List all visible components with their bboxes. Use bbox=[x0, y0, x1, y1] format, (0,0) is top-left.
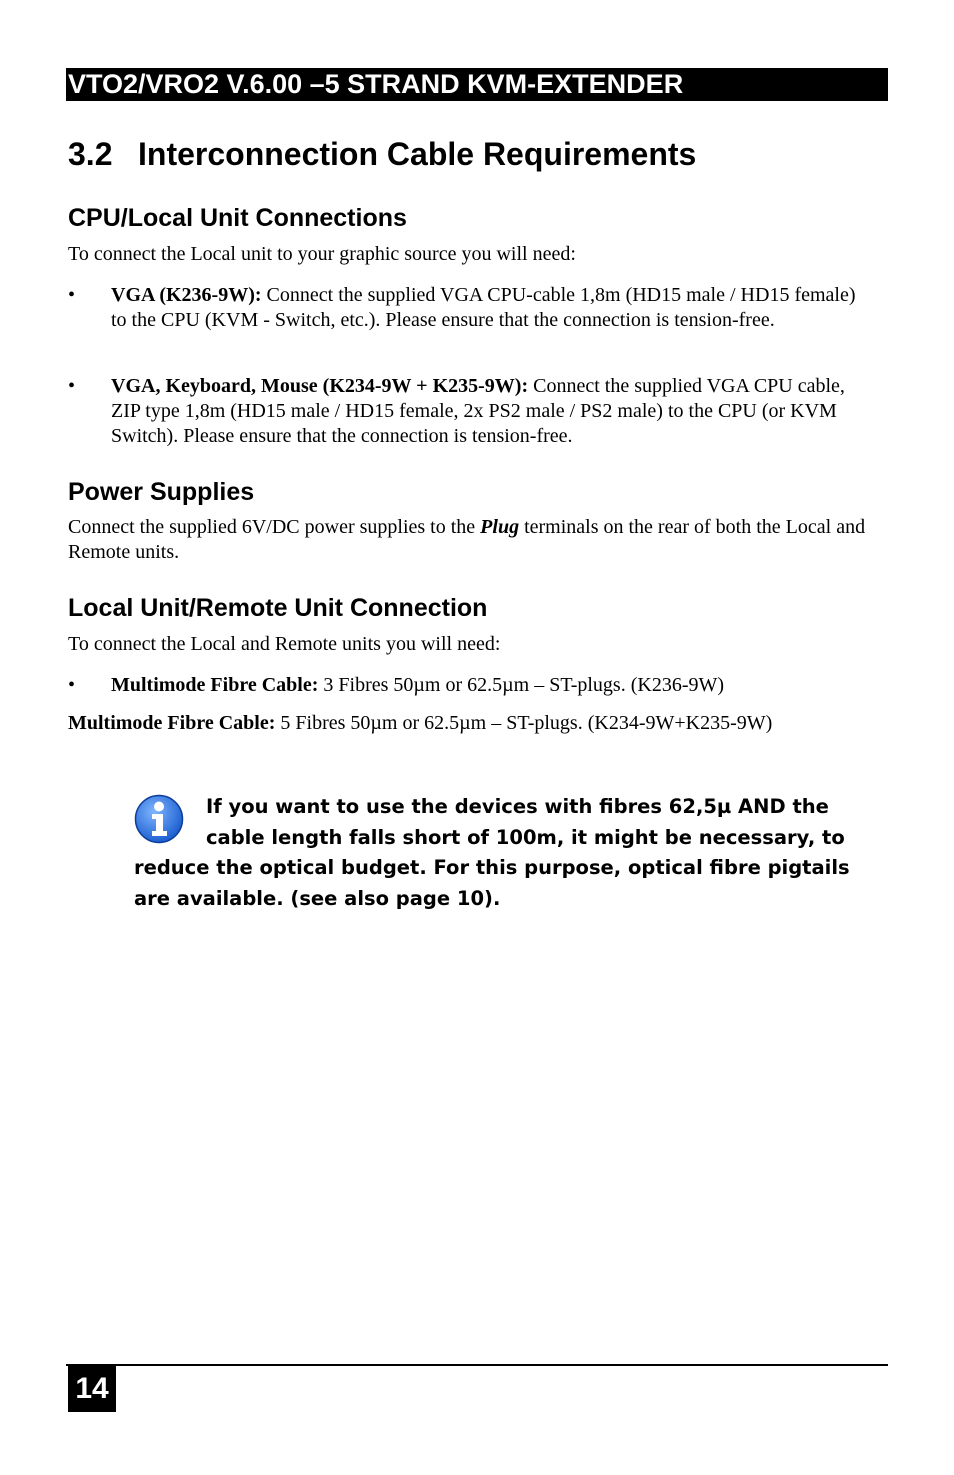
list-item-text bbox=[111, 374, 873, 449]
local-remote-heading: Local Unit/Remote Unit Connection bbox=[68, 594, 488, 622]
running-header: VTO2/VRO2 V.6.00 –5 STRAND KVM-EXTENDER bbox=[66, 68, 888, 101]
list-item-label: VGA (K236-9W): bbox=[111, 284, 262, 306]
section-number: 3.2 bbox=[68, 136, 113, 172]
fibre-cable-text: 5 Fibres 50µm or 62.5µm – ST-plugs. (K234-9W+K235-9W) bbox=[275, 712, 773, 734]
list-item-label: VGA, Keyboard, Mouse (K234-9W + K235-9W): bbox=[111, 375, 529, 397]
list-item bbox=[68, 374, 873, 449]
cpu-local-intro: To connect the Local unit to your graphic source you will need: bbox=[68, 243, 576, 265]
local-remote-intro: To connect the Local and Remote units you will need: bbox=[68, 633, 501, 655]
fibre-cable-label: Multimode Fibre Cable: bbox=[68, 712, 276, 734]
list-item bbox=[68, 673, 873, 698]
section-title bbox=[68, 134, 696, 174]
page-number: 14 bbox=[68, 1366, 116, 1412]
list-item-label: Multimode Fibre Cable: bbox=[111, 674, 319, 696]
list-item-body: 3 Fibres 50µm or 62.5µm – ST-plugs. (K236-9W) bbox=[318, 674, 725, 696]
power-text-before: Connect the supplied 6V/DC power supplies to the bbox=[68, 516, 481, 538]
section-title-text: Interconnection Cable Requirements bbox=[138, 136, 697, 172]
note-text: If you want to use the devices with fibres 62,5µ AND the cable length falls short of 100m, it might be necessary, to reduce the optical budget. For this purpose, optical fibre pigtails are available. (see also page 10). bbox=[134, 795, 850, 910]
power-paragraph bbox=[68, 515, 873, 565]
bullet-marker: • bbox=[68, 674, 76, 696]
fibre-cable-line bbox=[68, 711, 873, 736]
plug-emphasis: Plug bbox=[480, 516, 520, 538]
cpu-local-heading: CPU/Local Unit Connections bbox=[68, 204, 407, 232]
list-item-text bbox=[111, 283, 873, 333]
info-note bbox=[134, 792, 884, 914]
power-heading: Power Supplies bbox=[68, 478, 255, 506]
list-item bbox=[68, 283, 873, 333]
list-item-text bbox=[111, 673, 873, 698]
bullet-marker: • bbox=[68, 284, 76, 306]
list-item-body: Connect the supplied VGA CPU cable, ZIP type 1,8m (HD15 male / HD15 female, 2x PS2 male / PS2 male) to the CPU (or KVM Switch). Please ensure that the connection is tension-free. bbox=[111, 375, 845, 447]
footer-rule bbox=[66, 1364, 888, 1366]
info-icon bbox=[134, 794, 184, 844]
list-item-body: Connect the supplied VGA CPU-cable 1,8m (HD15 male / HD15 female) to the CPU (KVM - Switch, etc.). Please ensure that the connection is tension-free. bbox=[111, 284, 856, 331]
bullet-marker: • bbox=[68, 375, 76, 397]
power-text-after: terminals on the rear of both the Local and Remote units. bbox=[68, 516, 866, 563]
